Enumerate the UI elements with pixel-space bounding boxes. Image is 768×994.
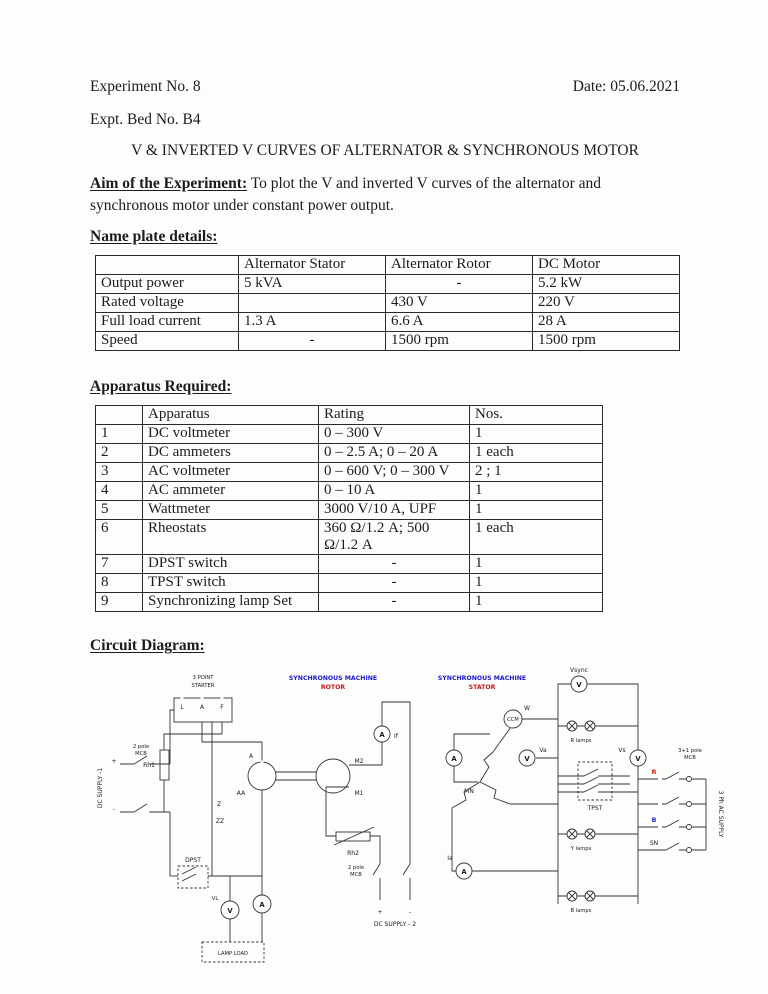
ia-label: Ia (447, 855, 453, 862)
supply2-plus: + (377, 909, 383, 916)
table-cell: Rating (319, 406, 470, 425)
circuit-heading: Circuit Diagram: (90, 637, 205, 654)
table-row (96, 294, 680, 313)
table-cell: DPST switch (143, 555, 319, 574)
table-cell: 3000 V/10 A, UPF (319, 501, 470, 520)
phase-b-label: B (651, 816, 657, 824)
z-label: Z (216, 801, 222, 808)
table-cell: 1500 rpm (386, 332, 533, 351)
nameplate-header-row (96, 256, 680, 275)
mcb2-label-1: 2 pole (347, 865, 365, 871)
minus-label: - (112, 806, 116, 813)
table-cell: 1 each (470, 520, 603, 555)
header-row (90, 78, 680, 96)
table-cell: Output power (96, 275, 239, 294)
nameplate-table (95, 255, 680, 351)
table-row (96, 444, 603, 463)
table-cell: 1 (470, 425, 603, 444)
table-cell: 1 (470, 482, 603, 501)
table-cell: 5 (96, 501, 143, 520)
table-cell: Synchronizing lamp Set (143, 593, 319, 612)
ammeter-load-letter: A (259, 901, 265, 909)
bed-number: Expt. Bed No. B4 (90, 111, 201, 128)
table-cell: 2 (96, 444, 143, 463)
table-cell: 1.3 A (239, 313, 386, 332)
dc-motor-armature (248, 762, 276, 790)
armature-a-label: A (248, 753, 254, 760)
rotor-title-2: ROTOR (320, 684, 346, 691)
dc-supply-1-label: DC SUPPLY -1 (97, 767, 104, 809)
dpst-label: DPST (185, 857, 201, 864)
rh2-label: Rh2 (347, 850, 359, 857)
table-cell: 28 A (533, 313, 680, 332)
mcb1-label-1: 2 pole (132, 744, 150, 750)
apparatus-table (95, 405, 603, 612)
vl-label: VL (211, 896, 219, 902)
lamp-load-label: LAMP LOAD (217, 951, 249, 957)
table-cell: 430 V (386, 294, 533, 313)
apparatus-heading: Apparatus Required: (90, 378, 232, 395)
table-row (96, 593, 603, 612)
stator-title-1: SYNCHRONOUS MACHINE (437, 675, 527, 682)
armature-aa-label: AA (236, 790, 246, 797)
zz-label: ZZ (215, 818, 225, 825)
table-cell (239, 294, 386, 313)
starter-label-1: 3 POINT (192, 675, 214, 681)
table-cell: - (239, 332, 386, 351)
rotor-title-1: SYNCHRONOUS MACHINE (288, 675, 378, 682)
sync-machine-rotor (316, 759, 350, 793)
aim-label: Aim of the Experiment: (90, 175, 248, 192)
table-cell: 1500 rpm (533, 332, 680, 351)
table-cell: 5.2 kW (533, 275, 680, 294)
table-cell: 8 (96, 574, 143, 593)
dc-supply-2-label: DC SUPPLY - 2 (373, 921, 417, 928)
table-cell: 0 – 300 V (319, 425, 470, 444)
mn-label: MN (464, 788, 474, 795)
vs-label: Vs (618, 747, 626, 754)
table-cell: 6.6 A (386, 313, 533, 332)
document-title: V & INVERTED V CURVES OF ALTERNATOR & SYNCHRONOUS MOTOR (131, 142, 639, 159)
table-cell: DC voltmeter (143, 425, 319, 444)
table-cell: 7 (96, 555, 143, 574)
table-cell: Apparatus (143, 406, 319, 425)
voltmeter-vl-letter: V (227, 907, 233, 915)
table-cell: - (386, 275, 533, 294)
table-cell: - (319, 593, 470, 612)
supply2-minus: - (408, 909, 412, 916)
nameplate-heading: Name plate details: (90, 228, 218, 245)
ammeter-ia-letter: A (461, 868, 467, 876)
phase-r-label: R (651, 768, 657, 776)
vsync-label: Vsync (570, 667, 588, 674)
table-cell: 1 each (470, 444, 603, 463)
table-cell: 1 (470, 593, 603, 612)
table-row (96, 332, 680, 351)
voltmeter-vsync-letter: V (576, 681, 582, 689)
table-cell: Nos. (470, 406, 603, 425)
table-row (96, 574, 603, 593)
rheostat-rh1 (160, 750, 169, 780)
table-cell: 360 Ω/1.2 A; 500 Ω/1.2 A (319, 520, 470, 555)
m1-label: M1 (354, 790, 364, 797)
aim-text: To plot the V and inverted V curves of the alternator and synchronous motor under constant power output. (90, 175, 602, 214)
table-cell: Wattmeter (143, 501, 319, 520)
table-cell: Speed (96, 332, 239, 351)
table-cell: DC Motor (533, 256, 680, 275)
table-cell: 1 (470, 501, 603, 520)
table-row (96, 463, 603, 482)
table-cell: 0 – 10 A (319, 482, 470, 501)
table-cell: Full load current (96, 313, 239, 332)
table-cell: 1 (470, 555, 603, 574)
y-lamps-label: Y lamps (570, 846, 592, 852)
table-cell: 2 ; 1 (470, 463, 603, 482)
table-row (96, 275, 680, 294)
table-cell: Rheostats (143, 520, 319, 555)
table-cell: 5 kVA (239, 275, 386, 294)
table-cell: Alternator Stator (239, 256, 386, 275)
table-cell (96, 406, 143, 425)
dpst-box (178, 866, 208, 888)
table-cell: DC ammeters (143, 444, 319, 463)
mcb31-label-1: 3+1 pole (678, 748, 702, 754)
va-label: Va (539, 747, 547, 754)
table-row (96, 520, 603, 555)
b-lamps-label: B lamps (570, 908, 592, 914)
table-cell: Alternator Rotor (386, 256, 533, 275)
table-row (96, 555, 603, 574)
table-cell: 220 V (533, 294, 680, 313)
r-lamps-label: R lamps (570, 738, 592, 744)
table-row (96, 313, 680, 332)
circuit-diagram-container (90, 664, 724, 981)
starter-terminal-a: A (199, 704, 205, 711)
circuit-diagram (90, 664, 730, 976)
table-cell: 0 – 2.5 A; 0 – 20 A (319, 444, 470, 463)
voltmeter-vs-letter: V (635, 755, 641, 763)
table-cell: 6 (96, 520, 143, 555)
table-row (96, 425, 603, 444)
ammeter-stator-letter: A (451, 755, 457, 763)
if-label: If (394, 733, 398, 740)
ccm-label: CCM (507, 717, 519, 723)
starter-terminal-f: F (220, 704, 224, 711)
ammeter-if-letter: A (379, 731, 385, 739)
mcb31-label-2: MCB (684, 755, 696, 761)
table-cell: 1 (96, 425, 143, 444)
circuit-wires (119, 676, 707, 962)
date-label: Date: 05.06.2021 (572, 78, 680, 95)
table-cell: 3 (96, 463, 143, 482)
table-cell: AC ammeter (143, 482, 319, 501)
table-cell: 1 (470, 574, 603, 593)
w-label: W (524, 705, 530, 712)
experiment-number: Experiment No. 8 (90, 78, 201, 95)
table-cell: Rated voltage (96, 294, 239, 313)
tpst-box (578, 762, 612, 800)
table-row (96, 501, 603, 520)
table-cell: - (319, 574, 470, 593)
voltmeter-va-letter: V (524, 755, 530, 763)
phase-sn-label: SN (649, 840, 659, 847)
table-cell: 9 (96, 593, 143, 612)
table-cell (96, 256, 239, 275)
table-cell: 0 – 600 V; 0 – 300 V (319, 463, 470, 482)
apparatus-header-row (96, 406, 603, 425)
ac-supply-label: 3 Ph AC SUPPLY (717, 790, 724, 838)
stator-title-2: STATOR (468, 684, 496, 691)
aim-paragraph (90, 173, 680, 217)
table-cell: AC voltmeter (143, 463, 319, 482)
mcb1-label-2: MCB (135, 751, 147, 757)
starter-terminal-l: L (180, 704, 184, 711)
table-cell: - (319, 555, 470, 574)
m2-label: M2 (354, 758, 364, 765)
tpst-label: TPST (587, 805, 603, 812)
mcb2-label-2: MCB (350, 872, 362, 878)
plus-label: + (111, 758, 117, 765)
starter-label-2: STARTER (191, 683, 215, 689)
rh1-label: Rh1 (143, 762, 155, 769)
table-cell: 4 (96, 482, 143, 501)
table-cell: TPST switch (143, 574, 319, 593)
table-row (96, 482, 603, 501)
